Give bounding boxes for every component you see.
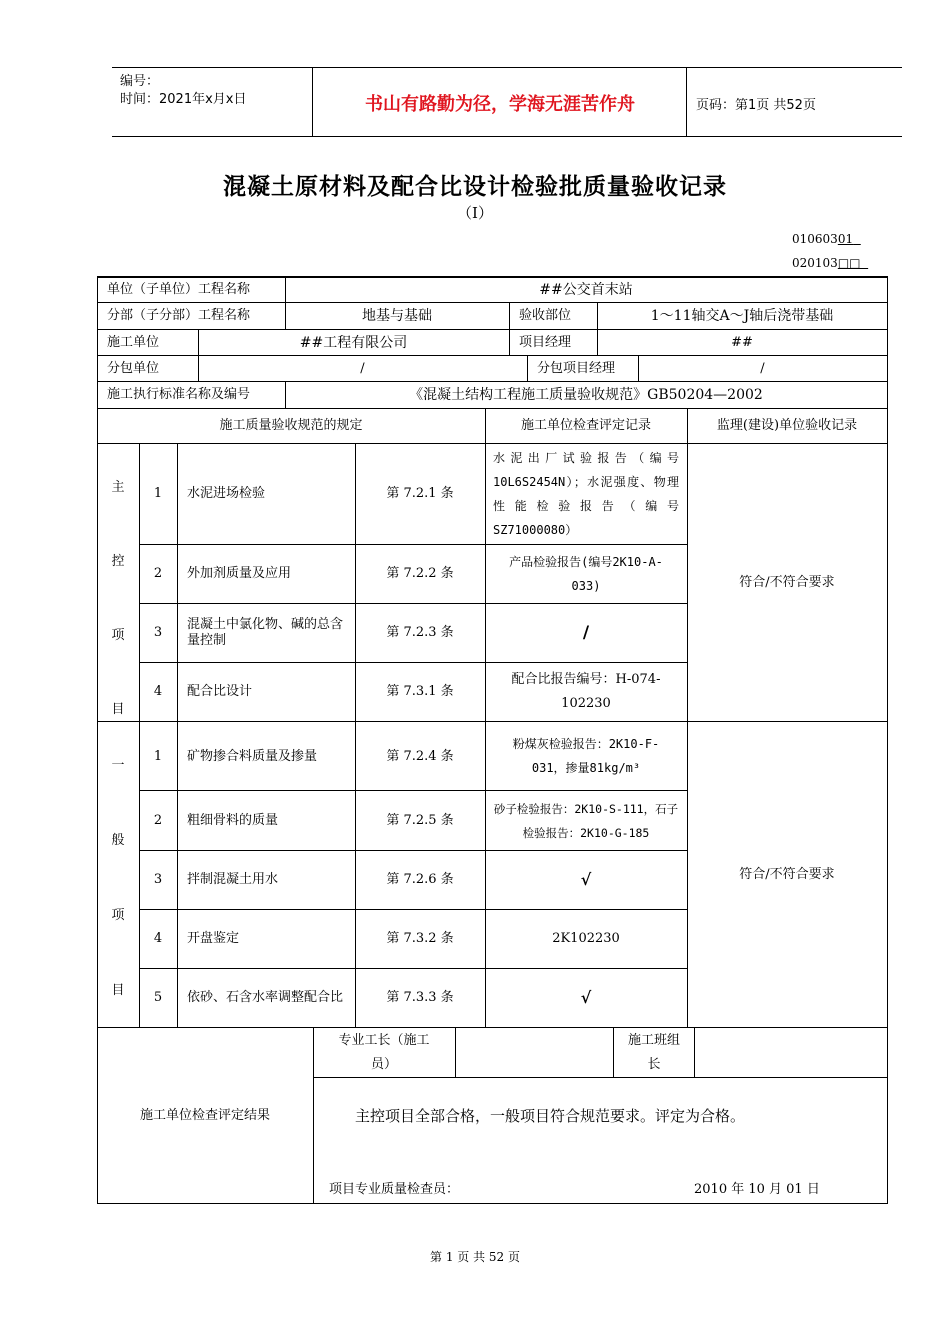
code-line-1 bbox=[792, 232, 861, 246]
general-group-char: 般 bbox=[111, 833, 125, 848]
conclusion-text: 主控项目全部合格，一般项目符合规范要求。评定为合格。 bbox=[355, 1107, 746, 1125]
header-left bbox=[120, 73, 246, 109]
column-header-spec: 施工质量验收规范的规定 bbox=[219, 418, 363, 433]
item-no: 1 bbox=[153, 486, 163, 501]
page-header bbox=[112, 67, 902, 137]
item-record: 配合比报告编号：H-074-102230 bbox=[511, 672, 661, 711]
item-no: 3 bbox=[153, 872, 163, 887]
item-clause: 第 7.2.2 条 bbox=[386, 566, 454, 581]
item-clause: 第 7.2.4 条 bbox=[386, 749, 454, 764]
contractor-label: 施工单位 bbox=[107, 334, 160, 350]
column-header-contractor-record: 施工单位检查评定记录 bbox=[520, 418, 651, 433]
item-record: 产品检验报告(编号2K10-A-033) bbox=[509, 555, 663, 593]
item-name: 粗细骨料的质量 bbox=[187, 812, 279, 828]
item-name: 矿物掺合料质量及掺量 bbox=[187, 749, 318, 764]
code1-prefix: 010603 bbox=[792, 232, 838, 246]
general-group-result: 符合/不符合要求 bbox=[739, 866, 835, 882]
item-record: / bbox=[582, 623, 590, 643]
general-group-char: 目 bbox=[111, 983, 125, 998]
main-group-char: 项 bbox=[111, 628, 125, 643]
contractor-value: ##工程有限公司 bbox=[299, 334, 408, 351]
item-clause: 第 7.2.6 条 bbox=[386, 872, 454, 887]
item-record: √ bbox=[580, 988, 592, 1007]
item-name: 依砂、石含水率调整配合比 bbox=[187, 990, 344, 1005]
accept-part-value: 1～11轴交A～J轴后浇带基础 bbox=[650, 308, 834, 324]
time-label: 时间：2021年x月x日 bbox=[120, 92, 247, 107]
inspector-label: 项目专业质量检查员： bbox=[329, 1182, 460, 1197]
unit-value: ##公交首末站 bbox=[539, 282, 633, 298]
item-name: 水泥进场检验 bbox=[187, 486, 266, 501]
code2-suffix: □□ bbox=[837, 256, 861, 270]
general-group-char: 一 bbox=[111, 758, 125, 773]
item-name: 混凝土中氯化物、碱的总含量控制 bbox=[187, 617, 344, 648]
standard-value: 《混凝土结构工程施工质量验收规范》GB50204—2002 bbox=[409, 387, 763, 403]
header-divider bbox=[686, 68, 687, 136]
code1-suffix: 01 bbox=[837, 232, 854, 246]
item-name: 配合比设计 bbox=[187, 684, 253, 699]
team-leader-label: 施工班组长 bbox=[627, 1032, 680, 1072]
part-value: 地基与基础 bbox=[362, 308, 432, 324]
header-divider bbox=[312, 68, 313, 136]
foreman-label: 专业工长（施工员） bbox=[338, 1032, 430, 1072]
main-group-char: 控 bbox=[111, 554, 125, 569]
inspection-date: 2010 年 10 月 01 日 bbox=[694, 1182, 820, 1197]
main-group-result: 符合/不符合要求 bbox=[739, 574, 835, 590]
item-record: √ bbox=[580, 870, 592, 889]
item-no: 1 bbox=[153, 749, 163, 764]
item-clause: 第 7.3.1 条 bbox=[386, 684, 454, 699]
item-no: 2 bbox=[153, 566, 163, 581]
item-no: 2 bbox=[153, 812, 163, 828]
item-no: 3 bbox=[153, 625, 163, 640]
item-clause: 第 7.2.1 条 bbox=[386, 486, 454, 501]
item-clause: 第 7.3.3 条 bbox=[386, 990, 454, 1005]
sub-value: / bbox=[360, 360, 365, 376]
page-footer: 第 1 页 共 52 页 bbox=[430, 1250, 520, 1264]
general-group-char: 项 bbox=[111, 908, 125, 923]
item-clause: 第 7.3.2 条 bbox=[386, 931, 454, 946]
item-no: 4 bbox=[153, 684, 163, 699]
result-label: 施工单位检查评定结果 bbox=[139, 1107, 270, 1123]
accept-part-label: 验收部位 bbox=[519, 308, 572, 323]
item-clause: 第 7.2.5 条 bbox=[386, 812, 454, 828]
sub-label: 分包单位 bbox=[107, 360, 160, 376]
item-record: 粉煤灰检验报告：2K10-F-031，掺量81kg/m³ bbox=[512, 737, 660, 775]
standard-label: 施工执行标准名称及编号 bbox=[107, 387, 251, 402]
item-record: 2K102230 bbox=[552, 931, 620, 946]
document-title: 混凝土原材料及配合比设计检验批质量验收记录 bbox=[223, 174, 727, 200]
item-name: 开盘鉴定 bbox=[187, 931, 240, 946]
header-page-label: 页码：第1页 共52页 bbox=[696, 98, 816, 113]
document-subtitle: （Ⅰ） bbox=[457, 204, 493, 222]
main-group-char: 目 bbox=[111, 702, 125, 717]
item-record: 水泥出厂试验报告（编号10L6S2454N）；水泥强度、物理性能检验报告（编号SZ71000080） bbox=[493, 451, 679, 537]
number-label: 编号： bbox=[120, 74, 160, 89]
item-name: 外加剂质量及应用 bbox=[187, 566, 292, 581]
sub-pm-value: / bbox=[760, 360, 765, 376]
record-table bbox=[97, 276, 888, 1204]
sub-pm-label: 分包项目经理 bbox=[537, 360, 616, 376]
header-motto: 书山有路勤为径，学海无涯苦作舟 bbox=[365, 94, 635, 115]
code2-prefix: 020103 bbox=[792, 256, 838, 270]
item-no: 4 bbox=[153, 931, 163, 946]
item-clause: 第 7.2.3 条 bbox=[386, 625, 454, 640]
item-no: 5 bbox=[153, 990, 163, 1005]
code-line-2 bbox=[792, 256, 868, 270]
part-label: 分部（子分部）工程名称 bbox=[107, 308, 251, 323]
main-group-char: 主 bbox=[111, 480, 125, 495]
unit-label: 单位（子单位）工程名称 bbox=[107, 282, 251, 297]
column-header-supervisor-record: 监理(建设)单位验收记录 bbox=[716, 418, 858, 433]
pm-value: ## bbox=[731, 334, 753, 350]
item-record: 砂子检验报告：2K10-S-111，石子检验报告：2K10-G-185 bbox=[493, 801, 679, 840]
item-name: 拌制混凝土用水 bbox=[187, 872, 279, 887]
pm-label: 项目经理 bbox=[519, 334, 572, 350]
